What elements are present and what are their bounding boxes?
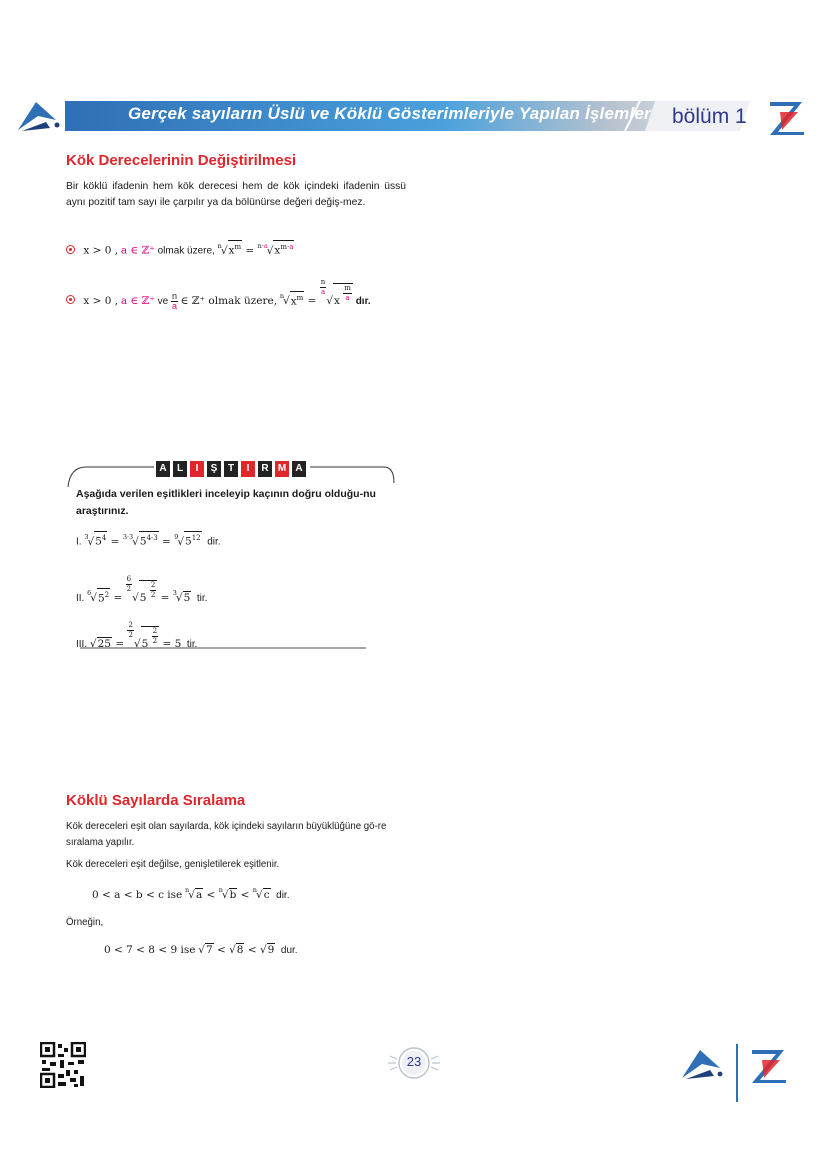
rule-2 xyxy=(66,278,371,311)
exercise-letter: Ş xyxy=(207,461,221,477)
bullet-icon xyxy=(66,245,75,254)
ordering-example-formula: √7 < √8 < √9 xyxy=(198,944,275,956)
exercise-item-3 xyxy=(76,621,197,650)
item2-label: II. xyxy=(76,593,85,604)
exercise-letter: L xyxy=(173,461,187,477)
rule1-condition: a ∈ ℤ⁺ xyxy=(120,244,155,257)
exercise-item-2 xyxy=(76,575,207,604)
bullet-icon xyxy=(66,295,75,304)
ordering-example-intro: 0 < 7 < 8 < 9 ise xyxy=(104,944,196,956)
section-heading-kok-derecelerinin: Kök Derecelerinin Değiştirilmesi xyxy=(66,152,297,169)
rule2-text: ∈ ℤ⁺ olmak üzere, xyxy=(180,295,278,307)
rule-1 xyxy=(66,240,294,257)
footer-z-logo xyxy=(750,1048,788,1084)
item3-label: III. xyxy=(76,639,88,650)
ordering-rule-intro: 0 < a < b < c ise xyxy=(92,889,183,901)
exercise-letter: I xyxy=(190,461,204,477)
n-over-a-fraction: $\frac{n}{a}$ xyxy=(171,290,177,311)
rule2-ve: ve xyxy=(157,296,169,307)
ordering-rule-suffix: dir. xyxy=(276,890,290,901)
ordering-example xyxy=(104,943,298,956)
ordering-rule-formula: $^n$√a < $^n$√b < $^n$√c xyxy=(185,886,270,901)
exercise-letter: R xyxy=(258,461,272,477)
ornegin-label: Örneğin, xyxy=(66,917,104,928)
header-title: Gerçek sayıların Üslü ve Köklü Gösterimleriyle Yapılan İşlemler xyxy=(128,104,651,123)
section2-paragraph-1: Kök dereceleri eşit olan sayılarda, kök içindeki sayıların büyüklüğüne gö-re sıralama yapılır. xyxy=(66,821,387,848)
item1-formula: $^3√5^4 = ^{3\cdot 3}√5^{4\cdot 3} = ^9√5^{12}$ xyxy=(84,532,201,548)
footer-divider xyxy=(736,1044,738,1102)
ordering-rule xyxy=(92,886,289,901)
section2-paragraph-2: Kök dereceleri eşit değilse, genişletilerek eşitlenir. xyxy=(66,859,280,870)
chapter-label: bölüm 1 xyxy=(672,105,747,128)
brand-arrow-logo xyxy=(16,102,62,134)
item1-label: I. xyxy=(76,536,82,548)
rule2-condition: a ∈ ℤ⁺ xyxy=(120,295,155,307)
exercise-letter: A xyxy=(156,461,170,477)
exercise-question: Aşağıda verilen eşitlikleri inceleyip kaçının doğru olduğu-nu araştırınız. xyxy=(76,488,376,517)
item3-formula: √25 = $\frac{2}{2}$ √5 $\frac{2}{2}$ = 5 xyxy=(89,621,182,650)
section1-intro: Bir köklü ifadenin hem kök derecesi hem de kök içindeki ifadenin üssü aynı pozitif tam sayı ile çarpılır ya da bölünürse değeri değiş-mez. xyxy=(66,181,406,208)
item2-formula: $^6√5^2$ = $\frac{6}{2}$ √5 $\frac{2}{2}$ = $^3$√5 xyxy=(87,575,191,604)
exercise-title xyxy=(156,458,309,476)
ordering-example-suffix: dur. xyxy=(280,945,298,956)
exercise-letter: I xyxy=(241,461,255,477)
item3-suffix: tir. xyxy=(186,639,198,650)
item2-suffix: tir. xyxy=(196,593,208,604)
rule2-formula: $^n√x^m$ = $\frac{n}{a}$ √x $\frac{m}{a}$ xyxy=(279,278,351,307)
rule2-prefix: x > 0 , xyxy=(83,295,119,307)
exercise-letter: A xyxy=(292,461,306,477)
exercise-letter: T xyxy=(224,461,238,477)
rule1-formula: $^n√x^m = ^{n\cdot a}√x^{m\cdot a}$ xyxy=(217,241,294,257)
exercise-letter: M xyxy=(275,461,289,477)
footer-arrow-logo xyxy=(680,1048,724,1082)
z-logo xyxy=(768,100,806,136)
item1-suffix: dir. xyxy=(207,536,221,548)
rule1-text: olmak üzere, xyxy=(157,245,215,257)
rule1-prefix: x > 0 , xyxy=(83,244,119,257)
section-heading-koklu-sayilarda: Köklü Sayılarda Sıralama xyxy=(66,792,246,809)
exercise-item-1 xyxy=(76,531,221,548)
page-number: 23 xyxy=(406,1054,422,1069)
qr-code-icon[interactable] xyxy=(40,1042,86,1088)
rule2-suffix: dır. xyxy=(355,296,371,307)
